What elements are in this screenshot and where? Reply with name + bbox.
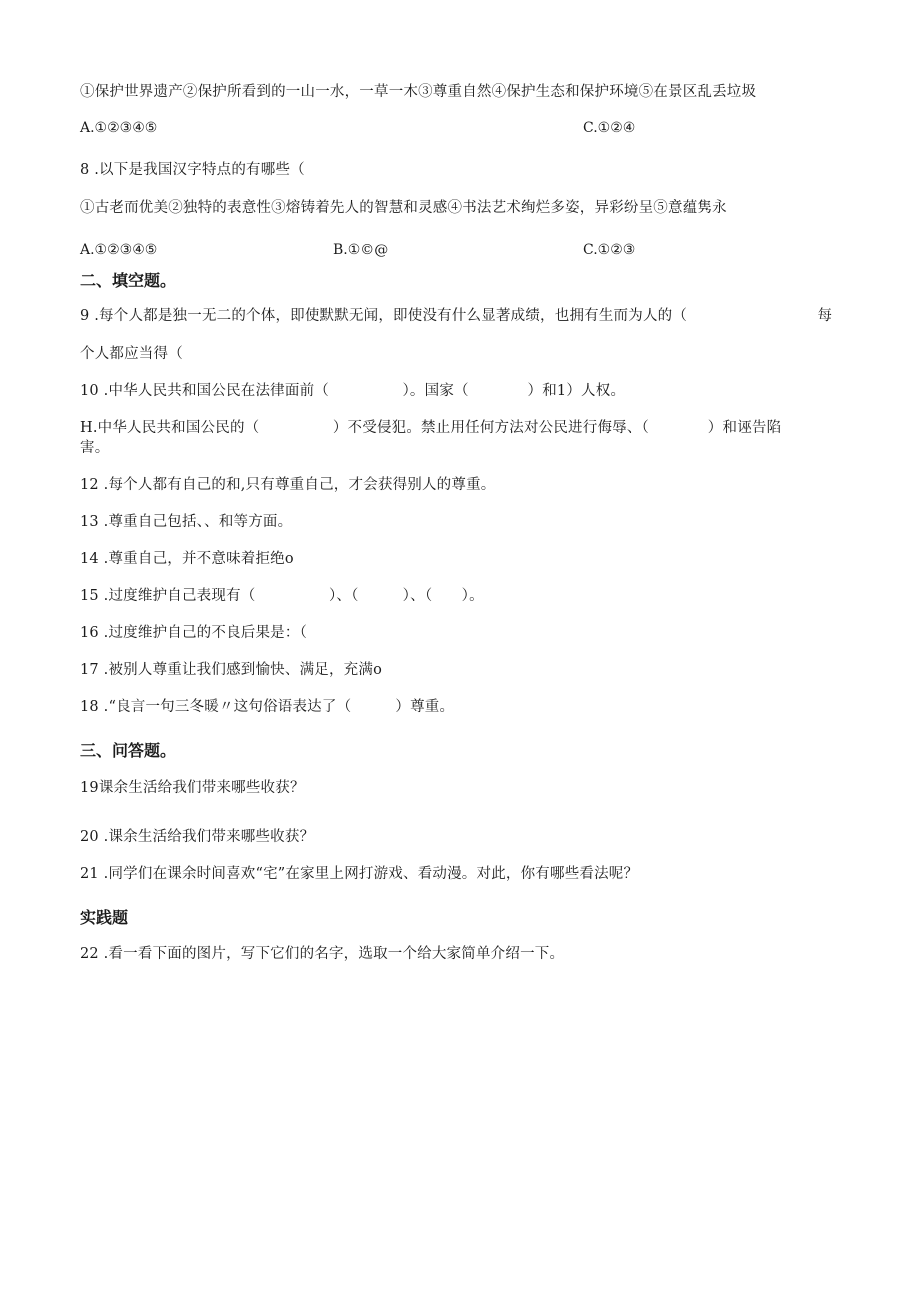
q19: 19课余生活给我们带来哪些收获？ [80, 780, 305, 796]
q18: 18 .“良言一句三冬暖〃这句俗语表达了（ ）尊重。 [80, 699, 455, 715]
q21: 21 .同学们在课余时间喜欢“宅”在家里上网打游戏、看动漫。对此，你有哪些看法呢？ [80, 866, 639, 882]
q12: 12 .每个人都有自己的和,只有尊重自己，才会获得别人的尊重。 [80, 477, 496, 493]
section-qa-title: 三、问答题。 [80, 741, 177, 760]
q16: 16 .过度维护自己的不良后果是：（ [80, 625, 308, 641]
section-practice-title: 实践题 [80, 908, 129, 927]
q9-line1: 9 .每个人都是独一无二的个体，即使默默无闻，即使没有什么显著成绩，也拥有生而为人的（ [80, 308, 688, 324]
q11-line2: 害。 [80, 440, 110, 456]
q10: 10 .中华人民共和国公民在法律面前（ ）。国家（ ）和1）人权。 [80, 383, 626, 399]
q9-line2: 个人都应当得（ [80, 346, 183, 362]
q8-option-c: C.①②③ [583, 242, 636, 258]
q7-items: ①保护世界遗产②保护所看到的一山一水，一草一木③尊重自然④保护生态和保护环境⑤在景区乱丢垃圾 [80, 84, 757, 100]
q8-stem: 8 .以下是我国汉字特点的有哪些（ [80, 162, 305, 178]
q20: 20 .课余生活给我们带来哪些收获？ [80, 829, 315, 845]
q8-option-a: A.①②③④⑤ [80, 242, 158, 258]
q8-option-b: B.①©@ [333, 242, 389, 258]
q8-items: ①古老而优美②独特的表意性③熔铸着先人的智慧和灵感④书法艺术绚烂多姿，异彩纷呈⑤意蕴隽永 [80, 200, 727, 216]
q7-option-a: A.①②③④⑤ [80, 120, 158, 136]
section-fill-blank-title: 二、填空题。 [80, 271, 177, 290]
q22: 22 .看一看下面的图片，写下它们的名字，选取一个给大家简单介绍一下。 [80, 946, 565, 962]
q17: 17 .被别人尊重让我们感到愉快、满足，充满o [80, 662, 382, 678]
q15: 15 .过度维护自己表现有（ ）、（ ）、（ ）。 [80, 588, 484, 604]
q13: 13 .尊重自己包括、、和等方面。 [80, 514, 293, 530]
q14: 14 .尊重自己，并不意味着拒绝o [80, 551, 294, 567]
q11-line1: H.中华人民共和国公民的（ ）不受侵犯。禁止用任何方法对公民进行侮辱、（ ）和诬告陷 [80, 420, 782, 436]
q9-line1-end: 每 [817, 308, 832, 324]
q7-option-c: C.①②④ [583, 120, 636, 136]
